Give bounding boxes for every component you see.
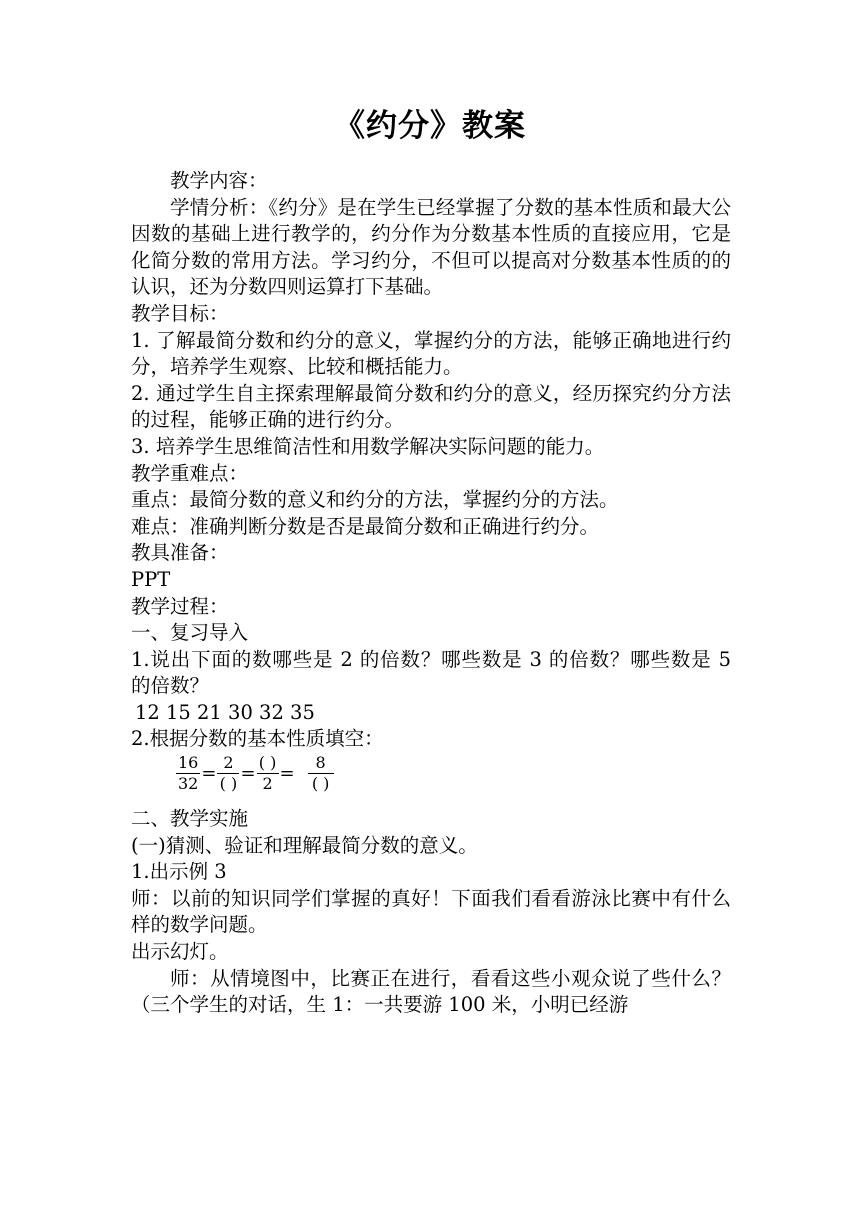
question-1: 1.说出下面的数哪些是 2 的倍数？哪些数是 3 的倍数？哪些数是 5 的倍数？ xyxy=(131,647,731,698)
fraction-numerator: ( ) xyxy=(257,753,279,774)
key-point: 重点：最简分数的意义和约分的方法，掌握约分的方法。 xyxy=(131,488,619,512)
fraction-denominator: ( ) xyxy=(219,774,238,794)
subsection-heading-1: (一)猜测、验证和理解最简分数的意义。 xyxy=(131,833,478,857)
difficulty-point: 难点：准确判断分数是否是最简分数和正确进行约分。 xyxy=(131,514,600,538)
teacher-line-1: 师：以前的知识同学们掌握的真好！下面我们看看游泳比赛中有什么样的数学问题。 xyxy=(131,886,731,937)
question-2: 2.根据分数的基本性质填空： xyxy=(131,727,384,751)
example-label: 1.出示例 3 xyxy=(131,860,227,884)
fraction-2 xyxy=(217,753,239,794)
fraction-denominator: 32 xyxy=(178,774,199,794)
equals-sign: = xyxy=(201,762,217,784)
fraction-4 xyxy=(308,753,334,794)
goals-label: 教学目标： xyxy=(131,301,229,325)
section-heading-2: 二、教学实施 xyxy=(131,807,249,831)
process-label: 教学过程： xyxy=(131,594,229,618)
equals-sign: = xyxy=(240,762,256,784)
goal-item-1: 1. 了解最简分数和约分的意义，掌握约分的方法，能够正确地进行约分，培养学生观察、比较和概括能力。 xyxy=(131,328,731,379)
document-body xyxy=(131,168,731,1019)
fraction-equation xyxy=(131,753,731,806)
fraction-3 xyxy=(257,753,279,794)
fraction-denominator: 2 xyxy=(262,774,273,794)
page-title: 《约分》教案 xyxy=(334,108,526,144)
analysis-paragraph: 学情分析：《约分》是在学生已经掌握了分数的基本性质和最大公因数的基础上进行教学的，约分作为分数基本性质的直接应用，它是化简分数的常用方法。学习约分，不但可以提高对分数基本性质的的认识，还为分数四则运算打下基础。 xyxy=(131,195,731,299)
goal-item-3: 3. 培养学生思维简洁性和用数学解决实际问题的能力。 xyxy=(131,434,605,458)
number-list: 12 15 21 30 32 35 xyxy=(135,700,315,724)
fraction-numerator: 16 xyxy=(178,753,199,773)
content-label: 教学内容： xyxy=(170,169,268,192)
tools-label: 教具准备： xyxy=(131,541,229,565)
fraction-1 xyxy=(176,753,200,794)
tools-value: PPT xyxy=(131,567,171,591)
goal-item-2: 2. 通过学生自主探索理解最简分数和约分的意义，经历探究约分方法的过程，能够正确的进行约分。 xyxy=(131,381,731,432)
fraction-numerator: 8 xyxy=(308,753,334,774)
key-label: 教学重难点： xyxy=(131,461,249,485)
fraction-denominator: ( ) xyxy=(311,774,330,794)
slide-line: 出示幻灯。 xyxy=(131,940,229,964)
teacher-line-2: 师：从情境图中，比赛正在进行，看看这些小观众说了些什么？（三个学生的对话，生 1：一共要游 100 米，小明已经游 xyxy=(131,966,731,1017)
section-heading-1: 一、复习导入 xyxy=(131,621,249,645)
fraction-numerator: 2 xyxy=(217,753,239,774)
equals-sign: = xyxy=(279,762,295,784)
